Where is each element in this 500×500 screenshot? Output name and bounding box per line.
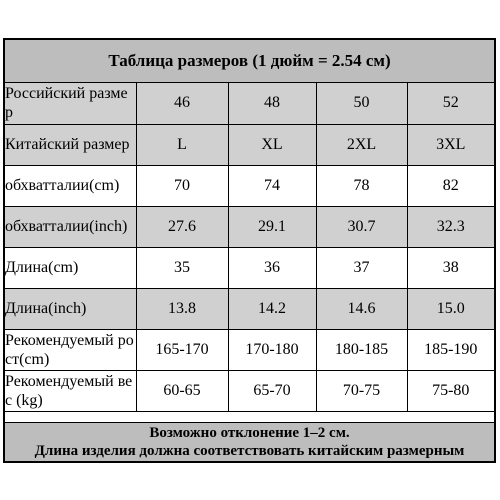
table-cell: XL bbox=[228, 124, 316, 165]
table-cell: 15.0 bbox=[407, 288, 494, 329]
table-cell: 74 bbox=[228, 165, 316, 206]
table-cell: 35 bbox=[136, 247, 228, 288]
row-label: Российский размер bbox=[5, 83, 136, 124]
row-label: Длина(cm) bbox=[5, 247, 136, 288]
table-cell: 29.1 bbox=[228, 206, 316, 247]
table-cell: 48 bbox=[228, 83, 316, 124]
table-cell: 52 bbox=[407, 83, 494, 124]
table-cell: 75-80 bbox=[407, 370, 494, 411]
table-cell: 38 bbox=[407, 247, 494, 288]
table-cell: 70 bbox=[136, 165, 228, 206]
deviation-note: Возможно отклонение 1–2 см. bbox=[149, 425, 350, 441]
table-cell: 37 bbox=[316, 247, 407, 288]
row-label: обхватталии(cm) bbox=[5, 165, 136, 206]
row-label: Китайский размер bbox=[5, 124, 136, 165]
table-cell: 30.7 bbox=[316, 206, 407, 247]
table-cell: 14.6 bbox=[316, 288, 407, 329]
row-label: обхватталии(inch) bbox=[5, 206, 136, 247]
table-cell: 180-185 bbox=[316, 329, 407, 370]
table-row bbox=[5, 329, 494, 370]
size-chart bbox=[3, 38, 496, 463]
table-cell: 78 bbox=[316, 165, 407, 206]
table-cell: 32.3 bbox=[407, 206, 494, 247]
sizing-note: Длина изделия должна соответствовать китайским размерным bbox=[34, 443, 465, 459]
row-label: Рекомендуемый вес (kg) bbox=[5, 370, 136, 411]
table-row bbox=[5, 165, 494, 206]
table-cell: 27.6 bbox=[136, 206, 228, 247]
table-row bbox=[5, 247, 494, 288]
table-cell: 50 bbox=[316, 83, 407, 124]
chart-title: Таблица размеров (1 дюйм = 2.54 см) bbox=[5, 40, 494, 83]
table-cell: 14.2 bbox=[228, 288, 316, 329]
table-row bbox=[5, 206, 494, 247]
table-cell: 36 bbox=[228, 247, 316, 288]
table-cell: 65-70 bbox=[228, 370, 316, 411]
table-row bbox=[5, 288, 494, 329]
table-cell: 46 bbox=[136, 83, 228, 124]
table-cell: 165-170 bbox=[136, 329, 228, 370]
table-cell: 170-180 bbox=[228, 329, 316, 370]
table-row bbox=[5, 83, 494, 124]
size-table-body bbox=[5, 83, 494, 411]
table-cell: L bbox=[136, 124, 228, 165]
table-cell: 13.8 bbox=[136, 288, 228, 329]
table-cell: 3XL bbox=[407, 124, 494, 165]
table-cell: 2XL bbox=[316, 124, 407, 165]
size-table bbox=[5, 83, 494, 412]
table-cell: 70-75 bbox=[316, 370, 407, 411]
table-cell: 82 bbox=[407, 165, 494, 206]
table-row bbox=[5, 370, 494, 411]
table-row bbox=[5, 124, 494, 165]
chart-footer bbox=[5, 422, 494, 461]
row-label: Длина(inch) bbox=[5, 288, 136, 329]
table-cell: 60-65 bbox=[136, 370, 228, 411]
table-cell: 185-190 bbox=[407, 329, 494, 370]
row-label: Рекомендуемый рост(cm) bbox=[5, 329, 136, 370]
